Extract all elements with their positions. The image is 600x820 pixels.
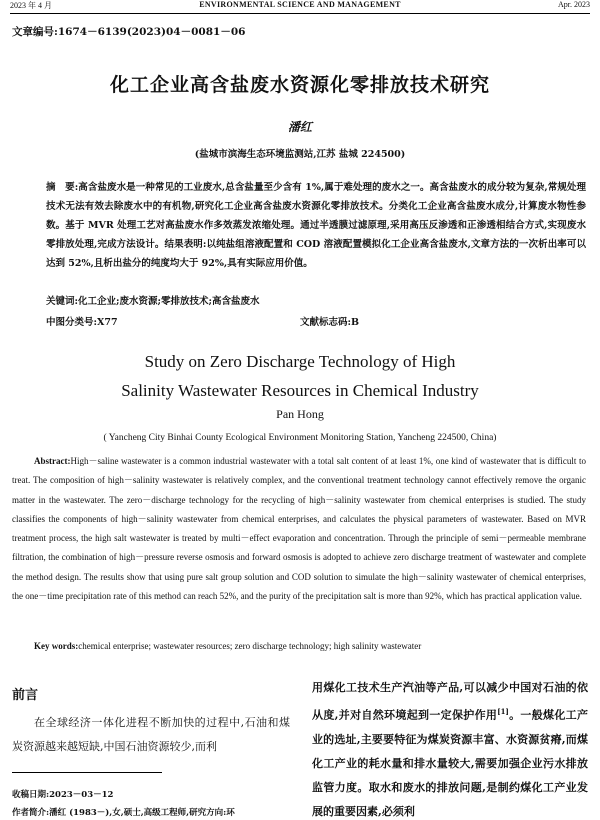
english-title-line-2: Salinity Wastewater Resources in Chemical Industry	[121, 381, 479, 400]
english-keywords-label: Key words:	[34, 641, 79, 651]
footnote-received-date: 收稿日期:2023－03－12	[12, 790, 114, 800]
english-abstract-text: High－saline wastewater is a common industrial wastewater with a total salt content of at least 1%, one kind of wastewater that is difficult to treat. The composition of high－salinity wastewater is relatively complex, and the conventional treatment technology cannot effectively remove the organic matter in the wastewater. The zero－discharge technology for the recycling of high－salinity wastewater from chemical enterprises is studied. The study classifies the components of high－salinity wastewater from chemical enterprises, and calculates the physical parameters of wastewater. Based on MVR treatment process, the high salt wastewater is treated by multi－effect evaporation and concentration. Through the principle of semi－permeable membrane filtration, the combination of high－pressure reverse osmosis and forward osmosis is adopted to achieve zero discharge treatment of wastewater and complete the method design. The results show that using pure salt group solution and COD solution to simulate the high－salinity wastewater of chemical enterprises, the one－time precipitation rate of this method can reach 52%, and the purity of the precipitation salt is more than 92%, which has practical application value.	[12, 456, 586, 602]
english-keywords	[34, 641, 586, 651]
doc-code-value: B	[351, 317, 360, 328]
chinese-keywords-text: 化工企业;废水资源;零排放技术;高含盐废水	[78, 296, 260, 307]
section-heading-preface: 前言	[12, 688, 39, 703]
english-keywords-text: chemical enterprise; wastewater resources; zero discharge technology; high salinity wastewater	[78, 641, 422, 651]
chinese-abstract-text: 高含盐废水是一种常见的工业废水,总含盐量至少含有 1%,属于难处理的废水之一。高含盐废水的成分较为复杂,常规处理技术无法有效去除废水中的有机物,研究化工企业高含盐废水资源化零排放技术。分类化工企业高含盐废水成分,计算废水物性参数。基于 MVR 处理工艺对高盐废水作多效蒸发浓缩处理。通过半透膜过滤原理,采用高压反渗透和正渗透相结合方式,实现废水零排放处理,完成方法设计。结果表明:以纯盐组溶液配置和 COD 溶液配置模拟化工企业高含盐废水,文章方法的一次析出率可以达到 52%,且析出盐分的纯度均大于 92%,具有实际应用价值。	[46, 182, 586, 269]
header-date-cn: 2023 年 4 月	[10, 1, 52, 10]
article-number: 文章编号:1674－6139(2023)04－0081－06	[12, 26, 246, 38]
doc-code-label: 文献标志码:	[300, 317, 352, 328]
running-header	[10, 0, 590, 14]
citation-reference[interactable]: [1]	[497, 707, 509, 716]
footnote-author-bio: 作者简介:潘红 (1983－),女,硕士,高级工程师,研究方向:环	[12, 808, 235, 818]
english-affiliation: ( Yancheng City Binhai County Ecological Environment Monitoring Station, Yancheng 224500, China)	[103, 433, 497, 443]
chinese-keywords-label: 关键词:	[46, 296, 79, 307]
body-paragraph-right	[312, 676, 588, 820]
chinese-keywords	[46, 293, 586, 307]
english-title-line-1: Study on Zero Discharge Technology of High	[144, 352, 456, 371]
document-code	[300, 314, 359, 328]
clc-code: X77	[97, 317, 118, 328]
english-title	[0, 347, 600, 405]
english-abstract-label: Abstract:	[34, 456, 71, 466]
chinese-author: 潘红	[287, 120, 312, 134]
header-journal-name: ENVIRONMENTAL SCIENCE AND MANAGEMENT	[199, 0, 401, 9]
header-date-en: Apr. 2023	[558, 0, 590, 9]
chinese-abstract	[46, 178, 586, 273]
body-text-after-citation: 。一般煤化工产业的选址,主要要特征为煤炭资源丰富、水资源贫瘠,而煤化工产业的耗水量和排水量较大,需要加强企业污水排放监管力度。取水和废水的排放问题,是制约煤化工产业发展的重要因素,必须利	[312, 708, 588, 818]
english-author: Pan Hong	[276, 407, 324, 421]
footnote-divider	[12, 772, 162, 773]
body-text-before-citation: 用煤化工技术生产汽油等产品,可以减少中国对石油的依从度,并对自然环境起到一定保护作用	[312, 681, 588, 722]
english-abstract	[12, 452, 586, 606]
chinese-title: 化工企业高含盐废水资源化零排放技术研究	[109, 74, 490, 96]
chinese-abstract-label: 摘 要:	[46, 182, 79, 193]
chinese-affiliation: (盐城市滨海生态环境监测站,江苏 盐城 224500)	[194, 149, 406, 160]
classification-row	[46, 314, 586, 328]
clc-label: 中图分类号:	[46, 317, 98, 328]
body-paragraph-left: 在全球经济一体化进程不断加快的过程中,石油和煤炭资源越来越短缺,中国石油资源较少,而利	[12, 716, 290, 753]
